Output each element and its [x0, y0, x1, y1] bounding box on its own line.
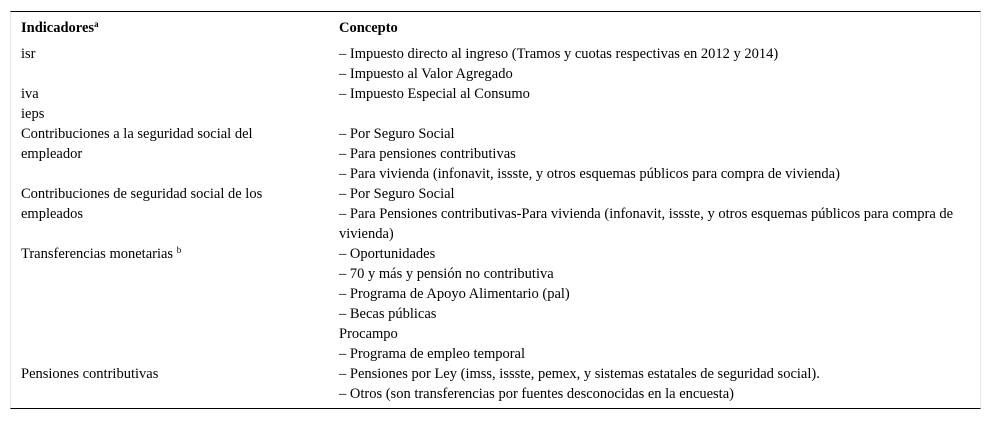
indicator-transferencias: Transferencias monetarias [21, 246, 174, 262]
table-row-impuestos [11, 44, 980, 124]
table-row-contribuciones-empleador [11, 124, 980, 184]
concept-item: – Oportunidades [339, 246, 436, 262]
indicator-spacer [21, 64, 329, 84]
concept-item: – Para Pensiones contributivas-Para vivienda (infonavit, issste, y otros esquemas públicos para compra de vivienda) [339, 206, 954, 242]
indicator-cell [11, 184, 329, 244]
concept-cell [329, 244, 980, 364]
footnote-marker-a: a [94, 19, 99, 29]
indicator-isr: isr [21, 46, 36, 62]
header-indicadores [11, 12, 329, 44]
indicator-iva: iva [21, 86, 39, 102]
concept-item: – Para pensiones contributivas [339, 146, 516, 162]
indicators-table [11, 12, 980, 404]
concept-item: – Pensiones por Ley (imss, issste, pemex, y sistemas estatales de seguridad social). [339, 366, 820, 382]
concept-item: – Por Seguro Social [339, 186, 455, 202]
footnote-marker-b: b [176, 245, 182, 255]
table-row-transferencias [11, 244, 980, 364]
concept-item: – 70 y más y pensión no contributiva [339, 266, 554, 282]
indicators-table-container [10, 11, 981, 409]
concept-item: – Para vivienda (infonavit, issste, y otros esquemas públicos para compra de vivienda) [339, 166, 840, 182]
indicator-contribuciones-empleador: Contribuciones a la seguridad social del empleador [21, 126, 253, 162]
concept-item: – Programa de Apoyo Alimentario (pal) [339, 286, 570, 302]
concept-item: – Otros (son transferencias por fuentes desconocidas en la encuesta) [339, 386, 734, 402]
table-row-contribuciones-empleados [11, 184, 980, 244]
header-indicadores-label: Indicadores [21, 20, 95, 36]
header-concepto: Concepto [339, 20, 398, 36]
concept-item: – Impuesto al Valor Agregado [339, 66, 513, 82]
concept-item: – Por Seguro Social [339, 126, 455, 142]
indicator-cell [11, 44, 329, 124]
concept-item: – Becas públicas [339, 306, 437, 322]
concept-item: Procampo [339, 326, 398, 342]
table-row-pensiones [11, 364, 980, 404]
indicator-cell [11, 124, 329, 184]
concept-item: – Impuesto directo al ingreso (Tramos y cuotas respectivas en 2012 y 2014) [339, 46, 779, 62]
indicator-pensiones: Pensiones contributivas [21, 366, 159, 382]
indicator-contribuciones-empleados: Contribuciones de seguridad social de los empleados [21, 186, 263, 222]
table-header-row [11, 12, 980, 44]
concept-item: – Programa de empleo temporal [339, 346, 526, 362]
concept-cell [329, 124, 980, 184]
concept-cell [329, 184, 980, 244]
indicator-cell [11, 244, 329, 364]
concept-cell [329, 44, 980, 124]
concept-item: – Impuesto Especial al Consumo [339, 86, 530, 102]
indicator-ieps: ieps [21, 106, 45, 122]
concept-cell [329, 364, 980, 404]
indicator-cell [11, 364, 329, 404]
